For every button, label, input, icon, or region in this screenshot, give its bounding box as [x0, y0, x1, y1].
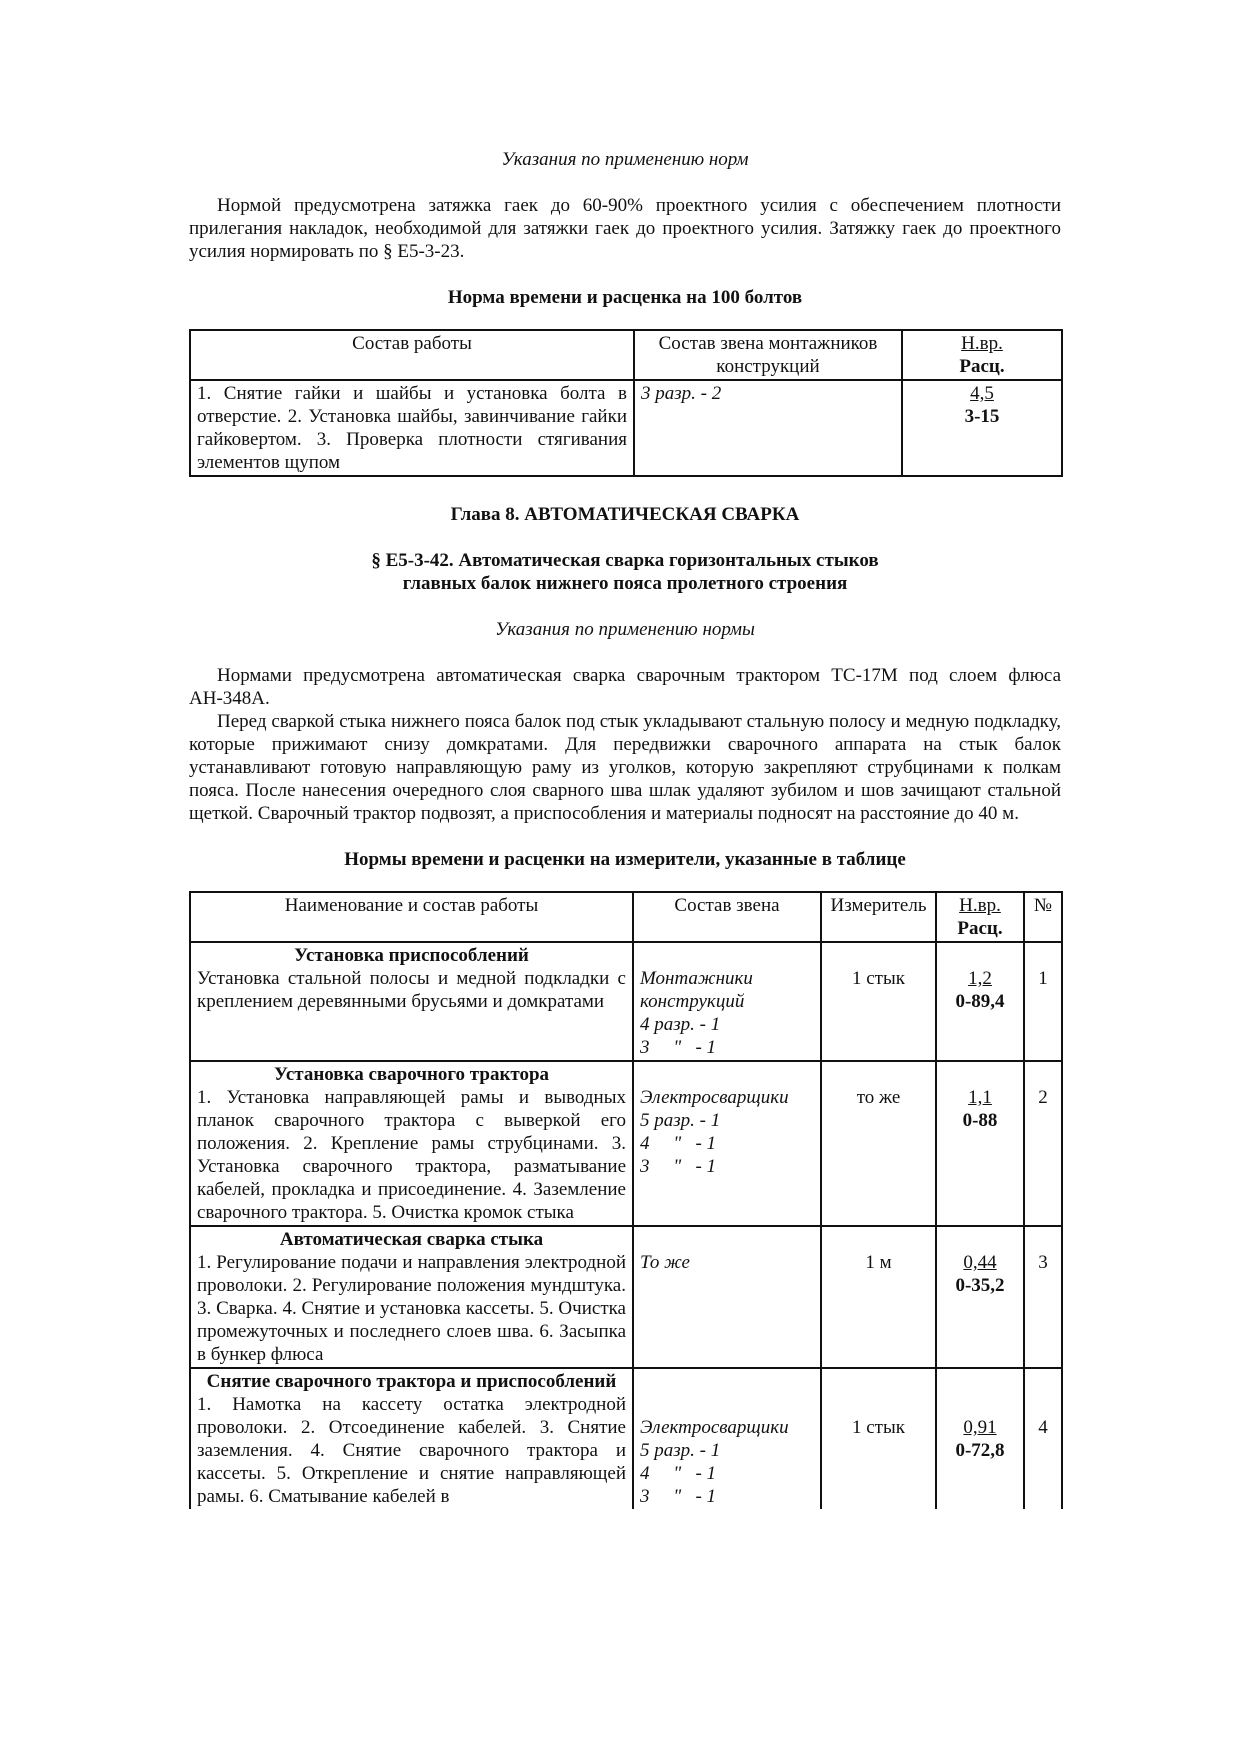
header-work: Состав работы — [190, 330, 634, 380]
cell-unit — [821, 1061, 936, 1226]
table-header-row — [190, 330, 1062, 380]
row-title: Снятие сварочного трактора и приспособлений — [206, 1371, 617, 1392]
cell-hvr: 0,44 — [963, 1252, 997, 1273]
chapter-title: Глава 8. АВТОМАТИЧЕСКАЯ СВАРКА — [450, 504, 800, 525]
row-work: 1. Намотка на кассету остатка электродной проволоки. 2. Отсоединение кабелей. 3. Снятие заземления. 4. Снятие сварочного трактора и кассеты. 5. Открепление и снятие направляющей рамы. 6. Сматывание кабелей в — [197, 1394, 626, 1507]
cell-rasc: 0-88 — [962, 1110, 998, 1131]
crew-line: 3 " - 1 — [640, 1486, 717, 1507]
section-title-line1: § Е5-3-42. Автоматическая сварка горизонтальных стыков — [371, 550, 879, 571]
table-bolts — [189, 329, 1063, 477]
cell-hvr: 4,5 — [970, 383, 994, 404]
row-work: Установка стальной полосы и медной подкладки с креплением деревянными брусьями и домкратами — [197, 968, 626, 1012]
header-hvr: Н.вр. — [961, 333, 1003, 354]
table-row — [190, 1226, 1062, 1368]
unit-value: то же — [856, 1087, 901, 1108]
header-crew: Состав звена — [633, 892, 821, 942]
cell-work — [190, 1368, 633, 1509]
crew-line: конструкций — [640, 991, 745, 1012]
crew-line: 5 разр. - 1 — [640, 1110, 721, 1131]
crew-line: 4 разр. - 1 — [640, 1014, 721, 1035]
crew-line: Монтажники — [640, 968, 753, 989]
row-work: 1. Установка направляющей рамы и выводных планок сварочного трактора с выверкой его положения. 2. Крепление рамы струбцинами. 3. Установка сварочного трактора, разматывание кабелей, прокладка и присоединение. 4. Заземление сварочного трактора. 5. Очистка кромок стыка — [197, 1087, 626, 1223]
paragraph-welding-2: Перед сваркой стыка нижнего пояса балок под стык укладывают стальную полосу и медную подкладку, которые прижимают снизу домкратами. Для передвижки сварочного аппарата на стык балок устанавливают готовую направляющую раму из уголков, которую закрепляют струбцинами к полкам пояса. После нанесения очередного слоя сварного шва шлак удаляют зубилом и шов зачищают стальной щеткой. Сварочный трактор подвозят, а приспособления и материалы подносят на расстояние до 40 м. — [189, 711, 1061, 824]
document-page — [189, 148, 1061, 1509]
row-number: 1 — [1038, 968, 1048, 989]
header-work: Наименование и состав работы — [190, 892, 633, 942]
row-title: Автоматическая сварка стыка — [279, 1229, 544, 1250]
cell-crew — [633, 1226, 821, 1368]
cell-num — [1024, 1061, 1062, 1226]
header-unit: Измеритель — [821, 892, 936, 942]
unit-value: 1 стык — [852, 968, 905, 989]
cell-num — [1024, 942, 1062, 1061]
cell-rate — [902, 380, 1062, 476]
norm-title-2: Нормы времени и расценки на измерители, указанные в таблице — [344, 849, 906, 870]
cell-crew — [633, 942, 821, 1061]
cell-unit — [821, 1226, 936, 1368]
header-rasc: Расц. — [959, 356, 1005, 377]
cell-work — [190, 1061, 633, 1226]
cell-crew — [633, 1061, 821, 1226]
row-number: 3 — [1038, 1252, 1048, 1273]
header-hvr: Н.вр. — [959, 895, 1001, 916]
crew-line: 3 " - 1 — [640, 1037, 717, 1058]
cell-work — [190, 942, 633, 1061]
cell-rate — [936, 942, 1024, 1061]
row-title: Установка приспособлений — [294, 945, 529, 966]
header-crew: Состав звена монтажников конструкций — [634, 330, 902, 380]
table-row — [190, 380, 1062, 476]
paragraph-norm-tightening: Нормой предусмотрена затяжка гаек до 60-90% проектного усилия с обеспечением плотности прилегания накладок, необходимой для затяжки гаек до проектного усилия. Затяжку гаек до проектного усилия нормировать по § Е5-3-23. — [189, 195, 1061, 262]
cell-rasc: 3-15 — [964, 406, 1000, 427]
header-rate — [902, 330, 1062, 380]
instructions-title-1: Указания по применению норм — [501, 149, 749, 170]
section-title-line2: главных балок нижнего пояса пролетного строения — [402, 573, 848, 594]
crew-line: 5 разр. - 1 — [640, 1440, 721, 1461]
header-rate — [936, 892, 1024, 942]
row-number: 2 — [1038, 1087, 1048, 1108]
cell-rate — [936, 1368, 1024, 1509]
crew-line: Электросварщики — [640, 1087, 789, 1108]
cell-hvr: 1,1 — [968, 1087, 992, 1108]
table-header-row — [190, 892, 1062, 942]
cell-rasc: 0-89,4 — [955, 991, 1005, 1012]
cell-work — [190, 1226, 633, 1368]
crew-line: То же — [640, 1252, 690, 1273]
cell-crew: 3 разр. - 2 — [634, 380, 902, 476]
table-row — [190, 1368, 1062, 1509]
cell-num — [1024, 1226, 1062, 1368]
cell-rate — [936, 1061, 1024, 1226]
crew-line: Электросварщики — [640, 1417, 789, 1438]
crew-line: 4 " - 1 — [640, 1133, 717, 1154]
cell-rasc: 0-35,2 — [955, 1275, 1005, 1296]
instructions-title-2: Указания по применению нормы — [495, 619, 755, 640]
unit-value: 1 стык — [852, 1417, 905, 1438]
cell-num — [1024, 1368, 1062, 1509]
header-num: № — [1024, 892, 1062, 942]
cell-rasc: 0-72,8 — [955, 1440, 1005, 1461]
crew-line: 4 " - 1 — [640, 1463, 717, 1484]
row-work: 1. Регулирование подачи и направления электродной проволоки. 2. Регулирование положения мундштука. 3. Сварка. 4. Снятие и установка кассеты. 5. Очистка промежуточных и последнего слоев шва. 6. Засыпка в бункер флюса — [197, 1252, 626, 1365]
table-row — [190, 942, 1062, 1061]
crew-line: 3 " - 1 — [640, 1156, 717, 1177]
row-title: Установка сварочного трактора — [273, 1064, 550, 1085]
paragraph-welding-1: Нормами предусмотрена автоматическая сварка сварочным трактором ТС-17М под слоем флюса АН-348А. — [189, 665, 1061, 709]
row-number: 4 — [1038, 1417, 1048, 1438]
table-row — [190, 1061, 1062, 1226]
cell-hvr: 0,91 — [963, 1417, 997, 1438]
header-rasc: Расц. — [957, 918, 1003, 939]
cell-rate — [936, 1226, 1024, 1368]
unit-value: 1 м — [865, 1252, 892, 1273]
cell-crew — [633, 1368, 821, 1509]
cell-work: 1. Снятие гайки и шайбы и установка болта в отверстие. 2. Установка шайбы, завинчивание гайки гайковертом. 3. Проверка плотности стягивания элементов щупом — [190, 380, 634, 476]
table-welding — [189, 891, 1063, 1509]
cell-unit — [821, 942, 936, 1061]
cell-unit — [821, 1368, 936, 1509]
norm-title-1: Норма времени и расценка на 100 болтов — [447, 287, 803, 308]
cell-hvr: 1,2 — [968, 968, 992, 989]
